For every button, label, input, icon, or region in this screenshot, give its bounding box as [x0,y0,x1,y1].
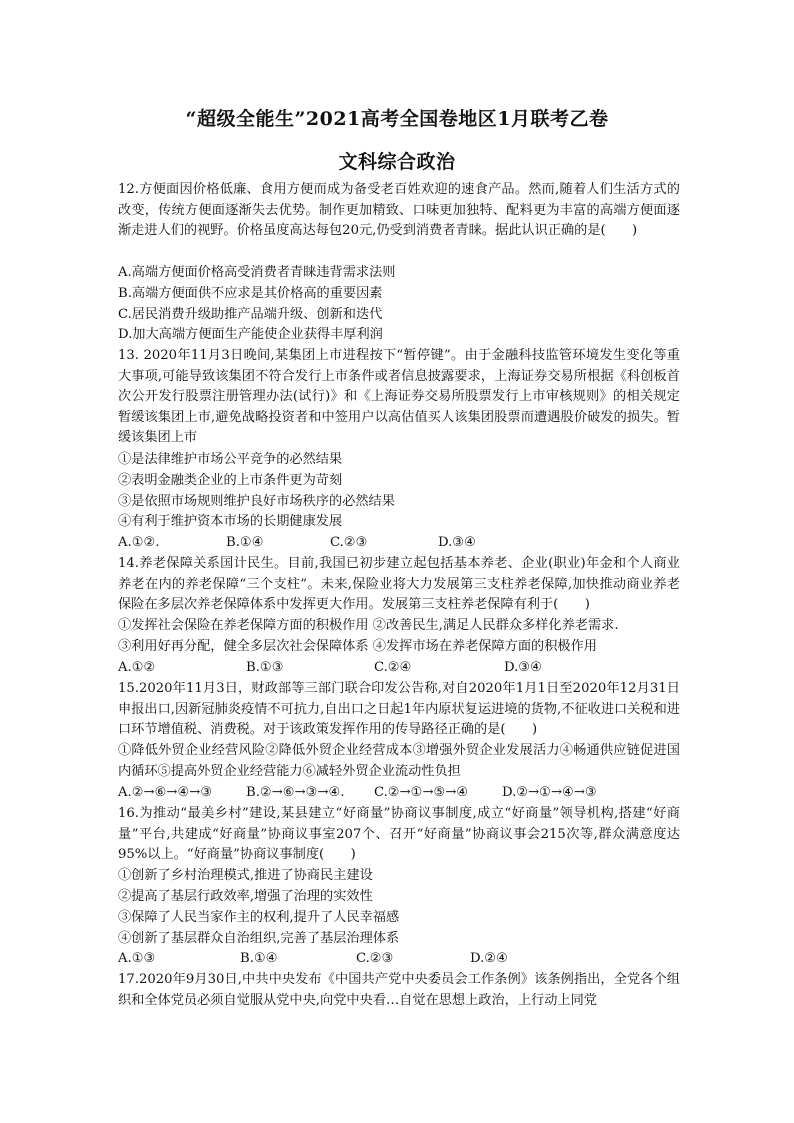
question-16-item-2: ②提高了基层行政效率,增强了治理的实效性 [118,889,373,904]
answer-choice-b: B.①④ [240,951,278,966]
answer-choice-a: A.①③ [118,951,156,966]
question-13-item-3: ③是依照市场规则维护良好市场秩序的必然结果 [118,494,395,509]
question-13-item-2: ②表明金融类企业的上市条件更为苛刻 [118,473,343,488]
answer-choice-a: A.①②. [118,535,160,550]
answer-choice-b: B.②→⑥→③→④. [246,785,345,800]
exam-subtitle: 文科综合政治 [338,151,456,173]
question-14-items-line-2: ③利用好再分配，健全多层次社会保障体系 ④发挥市场在养老保障方面的积极作用 [118,639,597,654]
answer-choice-d: D.②④ [470,951,508,966]
question-13-item-4: ④有利于维护资本市场的长期健康发展 [118,514,343,529]
question-13-stem: 13. 2020年11月3日晚间,某集团上市进程按下“暂停键”。由于金融科技监管环境发生变化等重大事项,可能导致该集团不符合发行上市条件或者信息披露要求，上海证券交易所根据《科创板首次公开发行股票注册管理办法(试行)》和《上海证券交易所股票发行上市审核规则》的相关规定暂缓该集团上市,避免战略投资者和中签用户以高估值买人该集团股票而遭遇股价破发的损失。暂缓该集团上市 [118,348,680,446]
question-12-option-d: D.加大高端方便面生产能使企业获得丰厚利润 [118,327,383,342]
answer-choice-b: B.①④ [226,535,264,550]
question-15-items: ①降低外贸企业经营风险②降低外贸企业经营成本③增强外贸企业发展活力④畅通供应链促进国内循环⑤提高外贸企业经营能力⑥减轻外贸企业流动性负担 [118,743,680,779]
answer-choice-c: C.②→①→⑤→④ [374,785,469,800]
question-16-item-1: ①创新了乡村治理模式,推进了协商民主建设 [118,868,373,883]
answer-choice-d: D.③④ [438,535,476,550]
exam-title: “超级全能生”2021高考全国卷地区1月联考乙卷 [185,108,609,130]
question-14-items-line-1: ①发挥社会保险在养老保障方面的积极作用 ②改善民生,满足人民群众多样化养老需求. [118,618,619,633]
question-12-option-b: B.高端方便面供不应求是其价格高的重要因素 [118,286,383,301]
question-12-option-a: A.高端方便面价格高受消费者青睐违背需求法则 [118,265,396,280]
answer-choice-d: D.③④ [504,660,542,675]
question-16-stem: 16.为推动“最美乡村”建设,某县建立“好商量”协商议事制度,成立“好商量”领导机构,搭建“好商量”平台,共建成“好商量”协商议事室207个、召开“好商量”协商议事会215次等,群众满意度达95%以上。“好商量”协商议事制度( ) [118,806,680,863]
question-12-stem: 12.方便面因价格低廉、食用方便而成为备受老百姓欢迎的速食产品。然而,随着人们生活方式的改变，传统方便面逐渐失去优势。制作更加精致、口味更加独特、配料更为丰富的高端方便面逐渐走进人们的视野。价格虽度高达每包20元,仍受到消费者青睐。据此认识正确的是( ) [118,182,680,239]
answer-choice-b: B.①③ [246,660,284,675]
question-14-stem: 14.养老保障关系国计民生。目前,我国已初步建立起包括基本养老、企业(职业)年金和个人商业养老在内的养老保障“三个支柱”。未来,保险业将大力发展第三支柱养老保障,加快推动商业养老保险在多层次养老保障体系中发挥更大作用。发展第三支柱养老保障有利于( ) [118,556,680,613]
answer-choice-a: A.①② [118,660,156,675]
question-13-item-1: ①是法律维护市场公平竞争的必然结果 [118,452,343,467]
answer-choice-d: D.②→①→④→③ [502,785,597,800]
question-15-stem: 15.2020年11月3日，财政部等三部门联合印发公告称,对自2020年1月1日至2020年12月31日申报出口,因新冠肺炎疫情不可抗力,自出口之日起1年内原状复运进境的货物,不征收进口关税和进口环节增值税、消费税。对于该政策发挥作用的传导路径正确的是( ) [118,681,680,738]
answer-choice-c: C.②④ [374,660,412,675]
question-16-item-4: ④创新了基层群众自治组织,完善了基层治理体系 [118,931,400,946]
answer-choice-c: C.②③ [330,535,368,550]
answer-choice-c: C.②③ [356,951,394,966]
question-17-stem: 17.2020年9月30日,中共中央发布《中国共产党中央委员会工作条例》该条例指出，全党各个组织和全体党员必须自觉服从党中央,向党中央看…自觉在思想上政治，上行动上同党 [118,972,680,1008]
answer-choice-a: A.②→⑥→④→③ [118,785,213,800]
question-16-item-3: ③保障了人民当家作主的权利,提升了人民幸福感 [118,910,400,925]
question-12-option-c: C.居民消费升级助推产品端升级、创新和迭代 [118,307,383,322]
